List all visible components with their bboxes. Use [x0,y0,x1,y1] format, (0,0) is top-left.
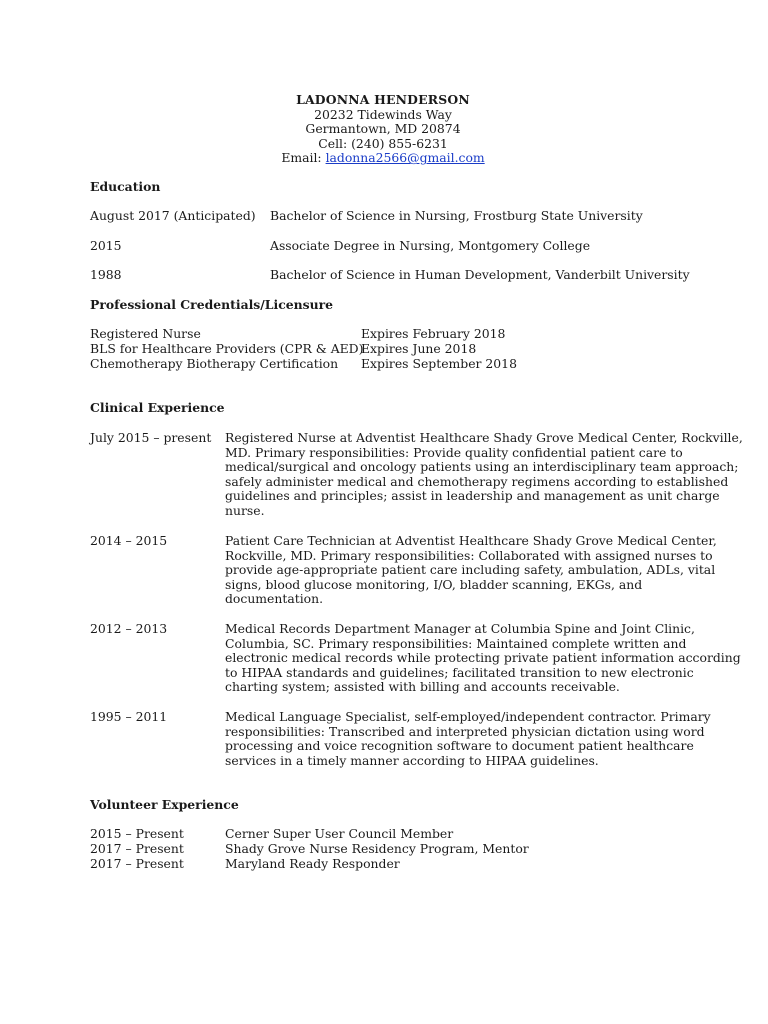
address-line-2: Germantown, MD 20874 [305,121,461,137]
education-heading: Education [90,179,161,194]
education-date: 1988 [90,267,122,282]
email-label: Email: [281,150,326,166]
description-line: services in a timely manner according to HIPAA guidelines. [225,752,599,768]
clinical-date: July 2015 – present [90,430,212,445]
email-link[interactable]: ladonna2566@gmail.com [325,150,485,166]
credential-name: Registered Nurse [90,326,201,341]
description-line: MD. Primary responsibilities: Provide quality confidential patient care to [225,444,683,460]
description-line: Patient Care Technician at Adventist Healthcare Shady Grove Medical Center, [225,533,717,548]
description-line: safely administer medical and chemotherapy regimens according to established [225,473,729,489]
clinical-date: 1995 – 2011 [90,709,168,724]
volunteer-heading: Volunteer Experience [90,797,239,812]
volunteer-role: Shady Grove Nurse Residency Program, Mentor [225,841,529,856]
description-line: Registered Nurse at Adventist Healthcare Shady Grove Medical Center, Rockville, [225,430,743,445]
credential-expiry: Expires September 2018 [361,356,517,371]
volunteer-role: Cerner Super User Council Member [225,826,454,841]
volunteer-date: 2015 – Present [90,826,184,841]
description-line: Medical Language Specialist, self-employed/independent contractor. Primary [225,709,711,724]
education-date: August 2017 (Anticipated) [90,208,256,223]
description-line: signs, blood glucose monitoring, I/O, bladder scanning, EKGs, and [225,576,643,592]
description-line: processing and voice recognition software to document patient healthcare [225,738,694,754]
description-line: responsibilities: Transcribed and interpreted physician dictation using word [225,723,705,739]
credential-expiry: Expires February 2018 [361,326,506,341]
cell-phone: Cell: (240) 855-6231 [318,135,448,151]
applicant-name: LADONNA HENDERSON [296,92,470,107]
credential-expiry: Expires June 2018 [361,341,477,356]
credentials-heading: Professional Credentials/Licensure [90,297,334,312]
education-date: 2015 [90,238,122,253]
description-line: medical/surgical and oncology patients using an interdisciplinary team approach; [225,459,739,475]
education-detail: Bachelor of Science in Nursing, Frostburg State University [270,208,643,223]
clinical-description [225,533,717,607]
description-line: guidelines and principles; assist in leadership and management as unit charge [225,488,720,504]
credential-name: BLS for Healthcare Providers (CPR & AED) [90,341,364,356]
description-line: documentation. [225,591,324,607]
clinical-description [225,709,711,768]
clinical-date: 2012 – 2013 [90,621,168,636]
contact-header [0,93,766,166]
description-line: provide age-appropriate patient care including safety, ambulation, ADLs, vital [225,562,716,578]
description-line: nurse. [225,502,265,518]
description-line: electronic medical records while protecting private patient information according [225,650,741,666]
education-detail: Bachelor of Science in Human Development, Vanderbilt University [270,267,690,282]
description-line: Medical Records Department Manager at Columbia Spine and Joint Clinic, [225,621,695,636]
address-line-1: 20232 Tidewinds Way [314,106,452,122]
description-line: Columbia, SC. Primary responsibilities: Maintained complete written and [225,635,687,651]
volunteer-role: Maryland Ready Responder [225,856,400,871]
clinical-description [225,621,741,695]
volunteer-date: 2017 – Present [90,841,184,856]
clinical-date: 2014 – 2015 [90,533,168,548]
clinical-description [225,430,743,519]
credential-name: Chemotherapy Biotherapy Certification [90,356,339,371]
description-line: Rockville, MD. Primary responsibilities: Collaborated with assigned nurses to [225,547,713,563]
email-line [0,151,766,166]
volunteer-date: 2017 – Present [90,856,184,871]
education-detail: Associate Degree in Nursing, Montgomery College [270,238,591,253]
description-line: charting system; assisted with billing and accounts receivable. [225,679,620,695]
clinical-heading: Clinical Experience [90,400,225,415]
description-line: to HIPAA standards and guidelines; facilitated transition to new electronic [225,664,694,680]
